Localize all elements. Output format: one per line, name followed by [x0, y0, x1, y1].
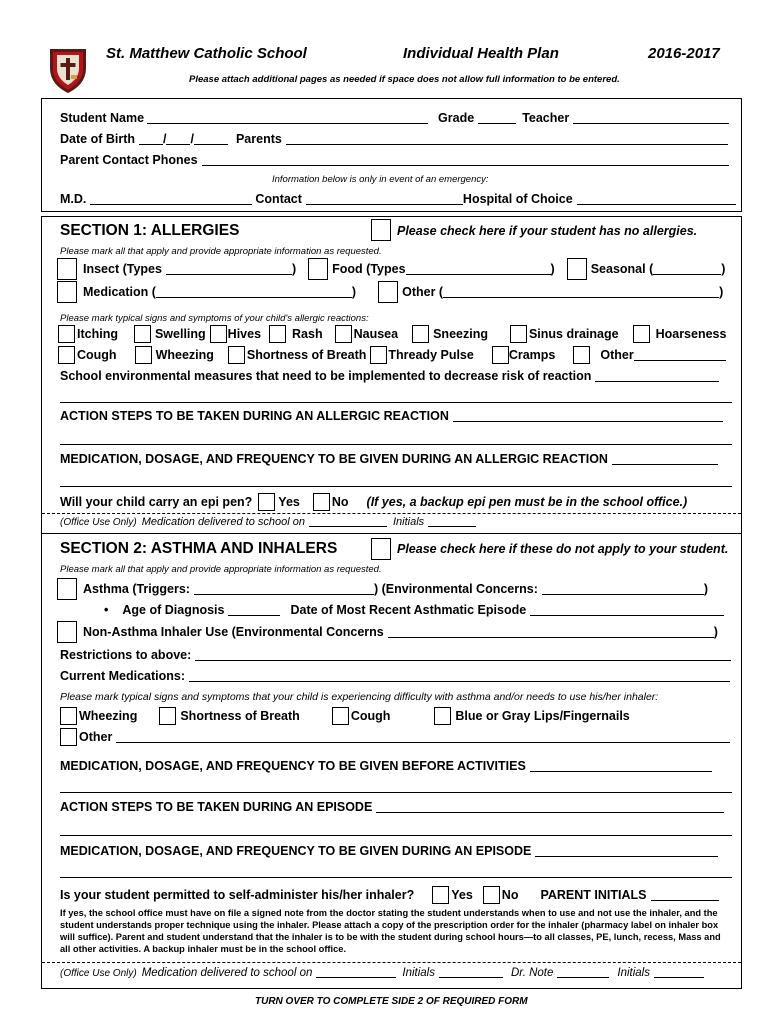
medication-reaction-field[interactable] [612, 453, 718, 465]
seasonal-field[interactable] [653, 263, 721, 275]
action-episode-label: ACTION STEPS TO BE TAKEN DURING AN EPISODE [60, 800, 373, 814]
asthma-symptoms-row [60, 707, 630, 725]
asthma-triggers-label: Asthma (Triggers: [83, 582, 190, 596]
initials-label: Initials [402, 967, 435, 979]
med-before-row [60, 759, 712, 773]
self-admin-yes-label: Yes [451, 888, 473, 902]
epi-note: (If yes, a backup epi pen must be in the school office.) [366, 495, 688, 509]
parent-initials-field[interactable] [651, 889, 719, 901]
parents-field[interactable] [286, 133, 728, 145]
sneezing-checkbox[interactable] [412, 325, 429, 343]
asthma-other-row [60, 728, 730, 746]
food-checkbox[interactable] [308, 258, 328, 280]
allergy-symptoms-row1 [58, 325, 726, 343]
asthma-other-label: Other [79, 730, 113, 744]
swelling-checkbox[interactable] [134, 325, 151, 343]
other-allergy-field[interactable] [443, 286, 719, 298]
med-during-line2[interactable] [60, 877, 732, 878]
insect-types-field[interactable] [166, 263, 292, 275]
current-meds-label: Current Medications: [60, 669, 186, 683]
paren-close: ) [719, 285, 724, 299]
asthma-triggers-row [57, 578, 708, 600]
restrictions-label: Restrictions to above: [60, 648, 192, 662]
action-episode-field[interactable] [376, 801, 724, 813]
emergency-note: Information below is only in event of an emergency: [272, 174, 489, 185]
medication-allergy-label: Medication ( [83, 285, 156, 299]
other-allergy-checkbox[interactable] [378, 281, 398, 303]
hives-checkbox[interactable] [210, 325, 227, 343]
office-use-divider [42, 513, 741, 514]
initials-label: Initials [392, 516, 425, 528]
age-dx-field[interactable] [228, 604, 280, 616]
env-measures-line2[interactable] [60, 402, 732, 403]
cramps-checkbox[interactable] [492, 346, 509, 364]
action-episode-line2[interactable] [60, 835, 732, 836]
itching-label: Itching [77, 327, 118, 341]
section1-mark-all-note: Please mark all that apply and provide appropriate information as requested. [60, 246, 382, 257]
other-symptom-checkbox[interactable] [573, 346, 590, 364]
parents-label: Parents [235, 132, 282, 146]
sneezing-label: Sneezing [433, 327, 488, 341]
parent-initials-label: PARENT INITIALS [540, 888, 647, 902]
allergy-symptoms-note: Please mark typical signs and symptoms of your child's allergic reactions: [60, 313, 369, 324]
initials2-field[interactable] [654, 968, 704, 978]
dob-separator: / [163, 132, 167, 146]
asthma-wheezing-checkbox[interactable] [60, 707, 77, 725]
dob-separator: / [190, 132, 194, 146]
medication-allergy-checkbox[interactable] [57, 281, 77, 303]
asthma-triggers-field[interactable] [194, 583, 374, 595]
action-steps-line2[interactable] [60, 444, 732, 445]
med-before-field[interactable] [530, 760, 712, 772]
nausea-label: Nausea [353, 327, 399, 341]
contact-label: Contact [255, 192, 302, 206]
food-label: Food (Types [332, 262, 406, 276]
sinus-drainage-checkbox[interactable] [510, 325, 527, 343]
rash-label: Rash [292, 327, 323, 341]
allergy-types-row [57, 258, 725, 280]
turn-over-note: TURN OVER TO COMPLETE SIDE 2 OF REQUIRED FORM [255, 996, 528, 1007]
non-asthma-row [57, 621, 718, 643]
med-delivered-label: Medication delivered to school on [141, 967, 313, 979]
itching-checkbox[interactable] [58, 325, 75, 343]
initials2-label: Initials [617, 967, 650, 979]
student-name-field[interactable] [147, 112, 428, 124]
attach-pages-note: Please attach additional pages as needed if space does not allow full information to be entered. [189, 74, 620, 85]
md-label: M.D. [60, 192, 87, 206]
bullet: • [104, 603, 109, 617]
asthma-other-checkbox[interactable] [60, 728, 77, 746]
cough-label: Cough [77, 348, 117, 362]
epi-yes-label: Yes [278, 495, 300, 509]
section1-title: SECTION 1: ALLERGIES [60, 222, 240, 239]
teacher-label: Teacher [522, 111, 570, 125]
asthma-sob-checkbox[interactable] [159, 707, 176, 725]
school-year: 2016-2017 [648, 45, 720, 62]
office-use-divider [42, 962, 741, 963]
grade-label: Grade [438, 111, 475, 125]
other-symptom-field[interactable] [634, 349, 726, 361]
form-title: Individual Health Plan [403, 45, 559, 62]
dob-day-field[interactable] [166, 133, 190, 145]
school-crest-logo [48, 46, 88, 94]
env-measures-field[interactable] [595, 370, 719, 382]
env-concerns-label: ) (Environmental Concerns: [373, 582, 538, 596]
dob-row [60, 132, 728, 146]
med-during-row [60, 844, 718, 858]
wheezing-checkbox[interactable] [135, 346, 152, 364]
paren-close: ) [721, 262, 726, 276]
epi-no-checkbox[interactable] [313, 493, 330, 511]
cramps-label: Cramps [508, 348, 556, 362]
no-allergies-label: Please check here if your student has no allergies. [397, 224, 698, 238]
thready-pulse-label: Thready Pulse [388, 348, 474, 362]
dob-label: Date of Birth [60, 132, 135, 146]
med-during-label: MEDICATION, DOSAGE, AND FREQUENCY TO BE GIVEN DURING AN EPISODE [60, 844, 532, 858]
teacher-field[interactable] [573, 112, 729, 124]
recent-episode-field[interactable] [530, 604, 724, 616]
diagnosis-row [104, 603, 724, 617]
student-name-label: Student Name [60, 111, 145, 125]
epi-no-label: No [331, 495, 349, 509]
paren-close: ) [351, 285, 357, 299]
medication-reaction-line2[interactable] [60, 486, 732, 487]
epi-question-label: Will your child carry an epi pen? [60, 495, 253, 509]
current-meds-field[interactable] [189, 670, 730, 682]
initials-field[interactable] [439, 968, 503, 978]
other-symptom-label: Other [600, 348, 634, 362]
seasonal-checkbox[interactable] [567, 258, 587, 280]
med-during-field[interactable] [535, 845, 718, 857]
self-admin-paragraph: If yes, the school office must have on file a signed note from the doctor stating the student understands when to use and not use the inhaler, and the student understands proper technique using the inhaler. Please attach a copy of the prescription order for the inhaler (pharmacy label on inhaler box will suffice). Parent and student understand that the inhaler is to be with the student during school hours—to all classes, PE, lunch, recess, Mass and all other activities. A backup inhaler must be in the school office. [60, 908, 721, 954]
sinus-drainage-label: Sinus drainage [528, 327, 619, 341]
section-divider [42, 533, 741, 534]
restrictions-row [60, 648, 731, 662]
epi-pen-row [60, 493, 687, 511]
hives-label: Hives [227, 327, 262, 341]
grade-field[interactable] [478, 112, 516, 124]
hospital-label: Hospital of Choice [462, 192, 573, 206]
self-admin-no-checkbox[interactable] [483, 886, 500, 904]
other-allergy-label: Other ( [402, 285, 444, 299]
medication-reaction-label: MEDICATION, DOSAGE, AND FREQUENCY TO BE GIVEN DURING AN ALLERGIC REACTION [60, 452, 608, 466]
recent-episode-label: Date of Most Recent Asthmatic Episode [290, 603, 527, 617]
asthma-sob-label: Shortness of Breath [180, 709, 300, 723]
school-name: St. Matthew Catholic School [106, 45, 307, 62]
blue-lips-label: Blue or Gray Lips/Fingernails [455, 709, 630, 723]
med-delivered-date-field[interactable] [316, 968, 396, 978]
non-asthma-label: Non-Asthma Inhaler Use (Environmental Concerns [83, 625, 384, 639]
parent-phones-row [60, 153, 729, 167]
medication-allergy-field[interactable] [156, 286, 352, 298]
wheezing-label: Wheezing [155, 348, 214, 362]
med-delivered-label: Medication delivered to school on [141, 516, 305, 528]
asthma-checkbox[interactable] [57, 578, 77, 600]
paren-close: ) [291, 262, 297, 276]
contact-field[interactable] [306, 193, 463, 205]
restrictions-field[interactable] [195, 649, 731, 661]
blue-lips-checkbox[interactable] [434, 707, 451, 725]
md-field[interactable] [90, 193, 252, 205]
rash-checkbox[interactable] [269, 325, 286, 343]
seasonal-label: Seasonal ( [590, 262, 654, 276]
hospital-field[interactable] [577, 193, 736, 205]
med-delivered-date-field[interactable] [309, 517, 387, 527]
student-name-row [60, 111, 729, 125]
action-episode-row [60, 800, 724, 814]
asthma-cough-label: Cough [350, 709, 391, 723]
swelling-label: Swelling [154, 327, 206, 341]
office-use-label: (Office Use Only) [60, 967, 137, 979]
epi-yes-checkbox[interactable] [258, 493, 275, 511]
dob-month-field[interactable] [139, 133, 163, 145]
office-use-label: (Office Use Only) [60, 516, 137, 528]
parent-phones-field[interactable] [202, 154, 729, 166]
medication-other-row [57, 281, 723, 303]
asthma-cough-checkbox[interactable] [332, 707, 349, 725]
office-use-row2 [60, 967, 704, 979]
self-admin-label: Is your student permitted to self-administer his/her inhaler? [60, 888, 415, 902]
paren-close: ) [550, 262, 555, 276]
nausea-checkbox[interactable] [335, 325, 352, 343]
med-before-line2[interactable] [60, 792, 732, 793]
not-apply-label: Please check here if these do not apply to your student. [397, 542, 729, 556]
insect-label: Insect (Types [83, 262, 162, 276]
action-steps-label: ACTION STEPS TO BE TAKEN DURING AN ALLERGIC REACTION [60, 409, 449, 423]
paren-close: ) [713, 625, 718, 639]
shortness-of-breath-checkbox[interactable] [228, 346, 245, 364]
asthma-other-field[interactable] [116, 731, 730, 743]
dob-year-field[interactable] [194, 133, 228, 145]
age-dx-label: Age of Diagnosis [122, 603, 225, 617]
self-admin-no-label: No [501, 888, 519, 902]
dr-note-field[interactable] [557, 968, 609, 978]
hoarseness-checkbox[interactable] [633, 325, 650, 343]
initials-field[interactable] [428, 517, 476, 527]
insect-checkbox[interactable] [57, 258, 77, 280]
hoarseness-label: Hoarseness [655, 327, 727, 341]
non-asthma-field[interactable] [388, 626, 714, 638]
non-asthma-checkbox[interactable] [57, 621, 77, 643]
self-admin-yes-checkbox[interactable] [432, 886, 449, 904]
action-steps-field[interactable] [453, 410, 723, 422]
current-meds-row [60, 669, 730, 683]
paren-close: ) [703, 582, 709, 596]
allergy-symptoms-row2 [58, 346, 726, 364]
asthma-symptoms-note: Please mark typical signs and symptoms that your child is experiencing difficulty with asthma and/or needs to use his/her inhaler: [60, 691, 659, 703]
section2-mark-all-note: Please mark all that apply and provide appropriate information as requested. [60, 564, 382, 575]
no-allergies-checkbox[interactable] [371, 219, 391, 241]
env-measures-label: School environmental measures that need to be implemented to decrease risk of reaction [60, 369, 592, 383]
shortness-of-breath-label: Shortness of Breath [246, 348, 367, 362]
dr-note-label: Dr. Note [510, 967, 554, 979]
not-apply-checkbox[interactable] [371, 538, 391, 560]
medication-reaction-row [60, 452, 718, 466]
food-types-field[interactable] [406, 263, 551, 275]
thready-pulse-checkbox[interactable] [370, 346, 387, 364]
cough-checkbox[interactable] [58, 346, 75, 364]
section2-title: SECTION 2: ASTHMA AND INHALERS [60, 540, 338, 557]
self-admin-row [60, 886, 719, 904]
asthma-wheezing-label: Wheezing [79, 709, 138, 723]
action-steps-row [60, 409, 723, 423]
med-before-label: MEDICATION, DOSAGE, AND FREQUENCY TO BE GIVEN BEFORE ACTIVITIES [60, 759, 526, 773]
env-concerns-field[interactable] [542, 583, 704, 595]
env-measures-row [60, 369, 719, 383]
parent-phones-label: Parent Contact Phones [60, 153, 198, 167]
office-use-row1 [60, 516, 476, 528]
md-row [60, 192, 736, 206]
